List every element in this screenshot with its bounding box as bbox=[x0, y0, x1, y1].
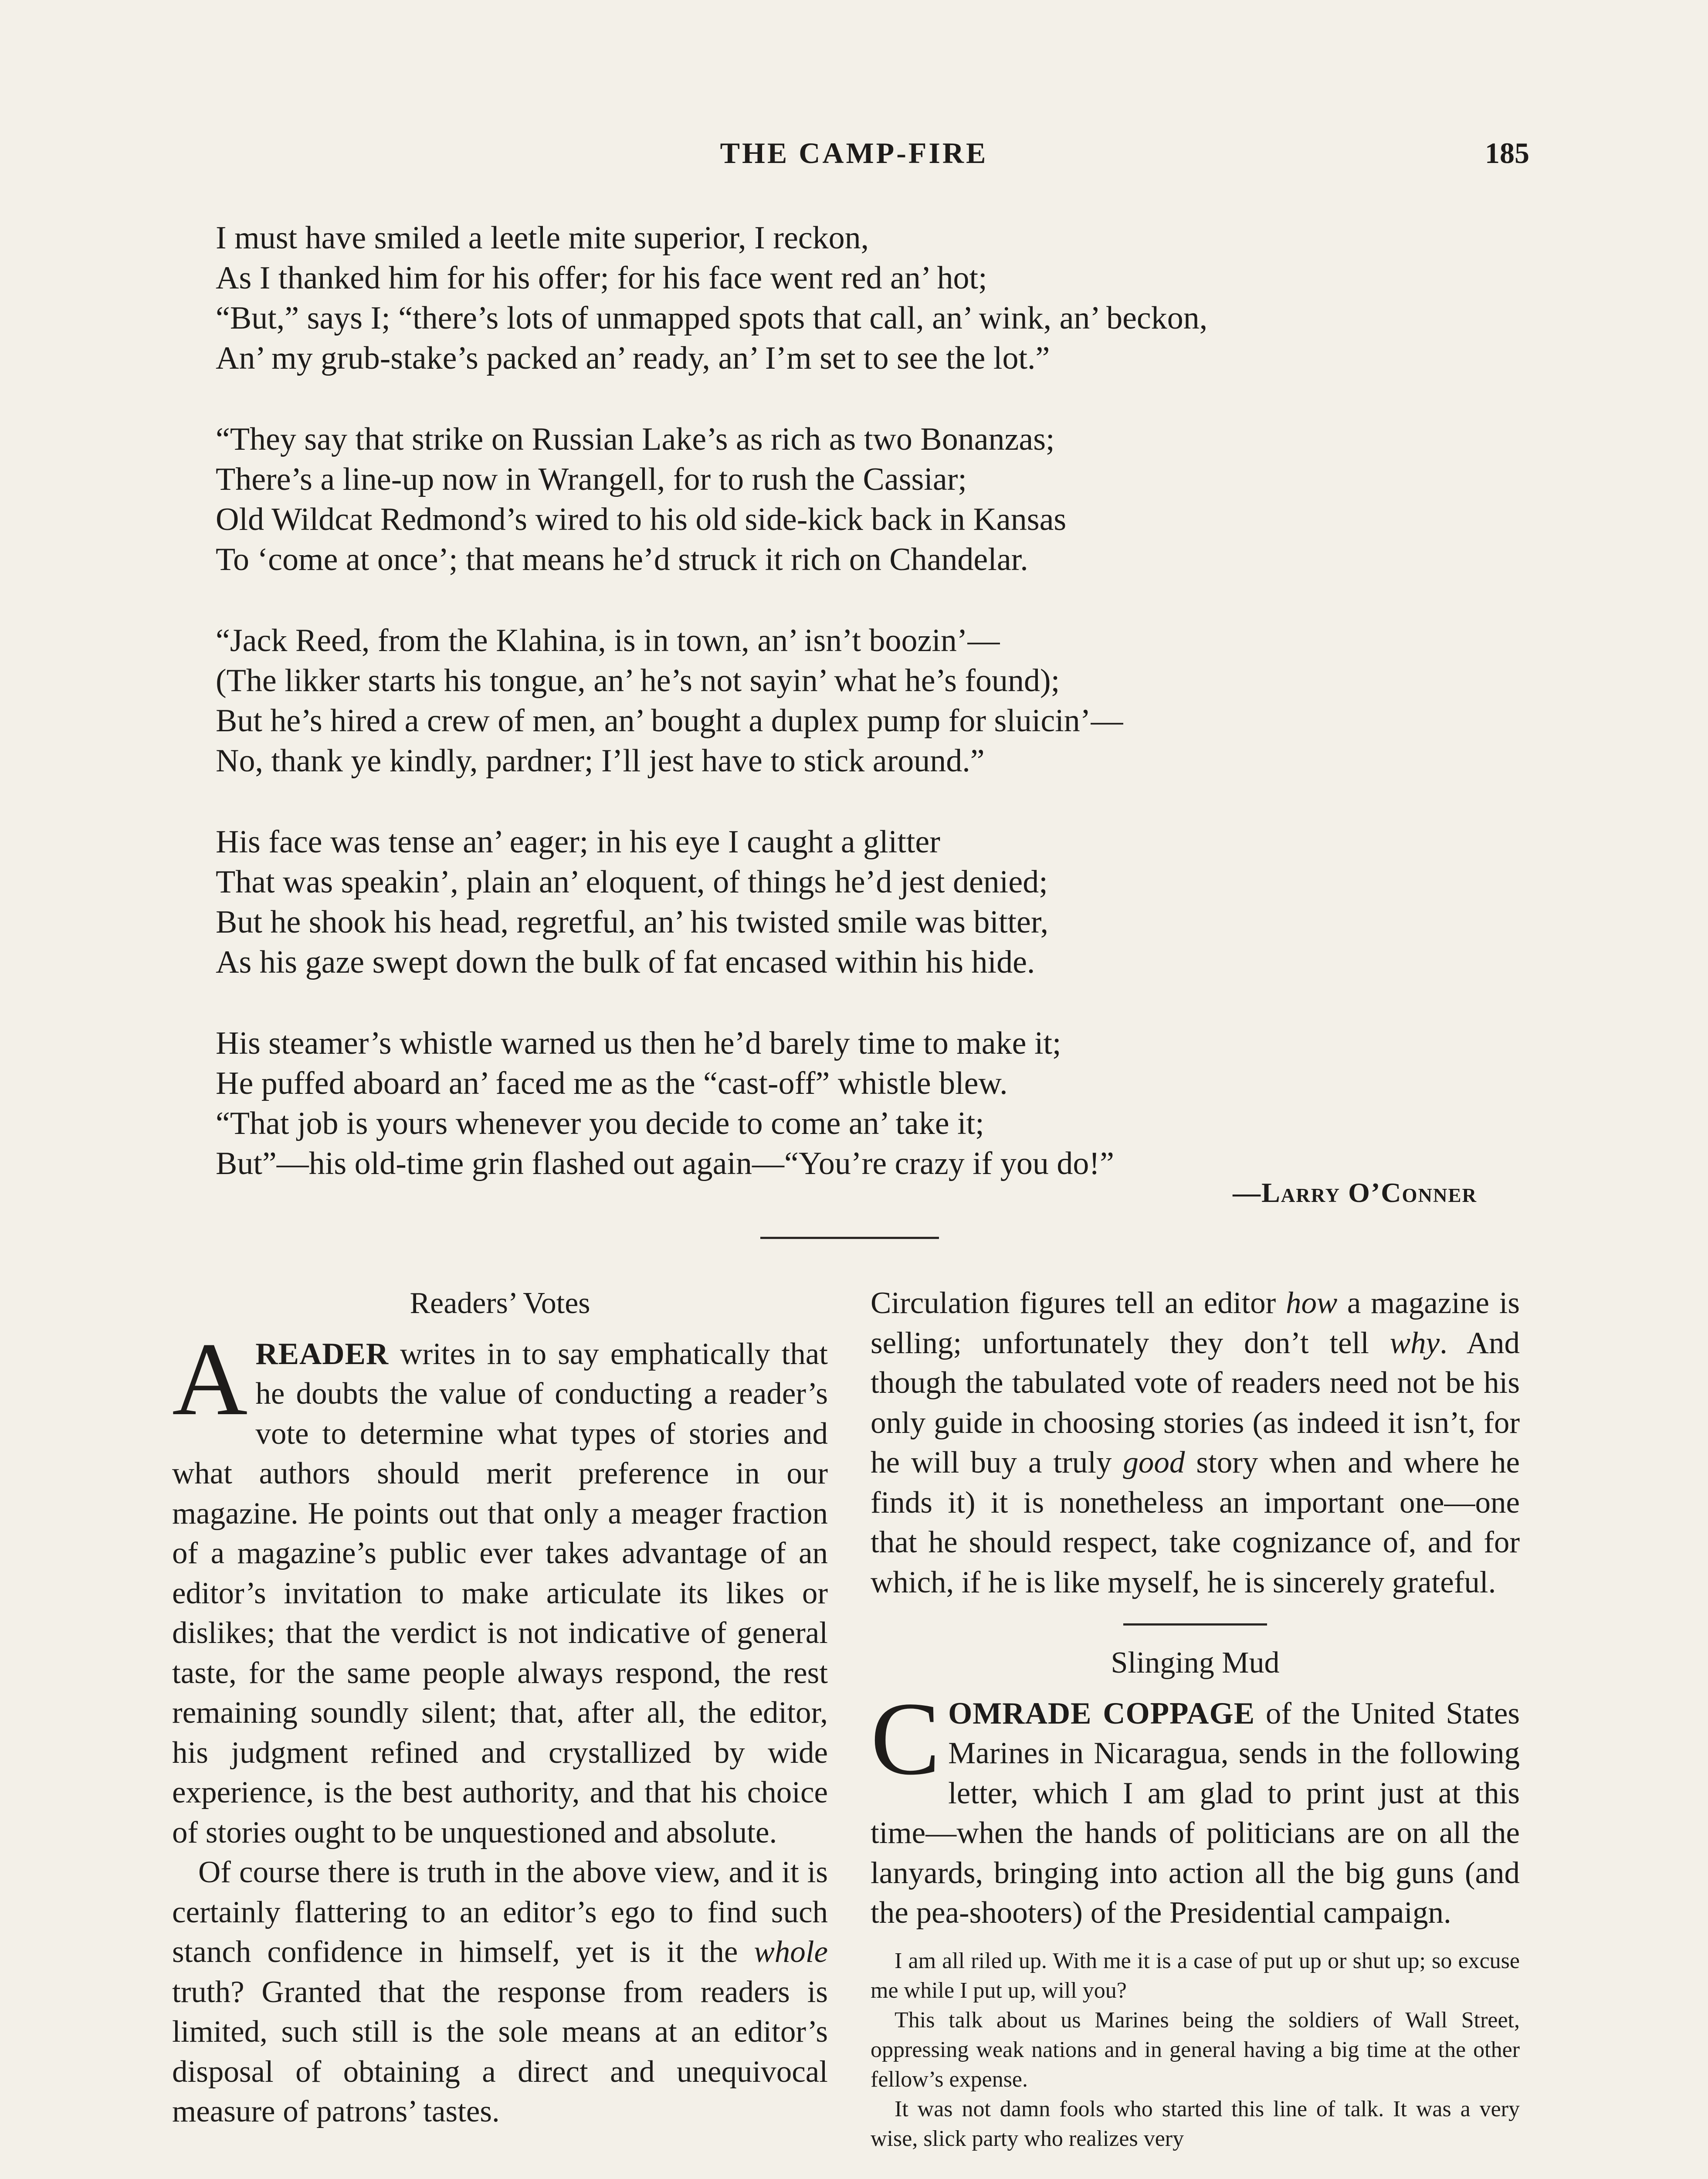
poem-line: Old Wildcat Redmond’s wired to his old side-kick back in Kansas bbox=[216, 502, 1067, 537]
slinging-mud-title: Slinging Mud bbox=[1111, 1646, 1280, 1680]
letter-paragraph: It was not damn fools who started this line of talk. It was a very wise, slick party who realizes very bbox=[871, 2096, 1520, 2151]
poem-stanza bbox=[216, 419, 1505, 580]
paragraph-text: Of course there is truth in the above view, and it is certainly flattering to an editor’s ego to find such stanch confidence in himself, yet is it the bbox=[172, 1855, 828, 1969]
lead-in: READER bbox=[255, 1337, 389, 1371]
poem bbox=[216, 218, 1505, 1225]
poem-stanza bbox=[216, 1023, 1505, 1184]
right-column bbox=[871, 1283, 1520, 2154]
readers-votes-paragraph bbox=[172, 1320, 828, 1853]
poem-line: He puffed aboard an’ faced me as the “cast-off” whistle blew. bbox=[216, 1066, 1008, 1101]
letter-paragraph: I am all riled up. With me it is a case of put up or shut up; so excuse me while I put up, will you? bbox=[871, 1948, 1520, 2003]
drop-cap: C bbox=[871, 1680, 941, 1796]
poem-line: As I thanked him for his offer; for his face went red an’ hot; bbox=[216, 260, 987, 296]
poem-line: An’ my grub-stake’s packed an’ ready, an’ I’m set to see the lot.” bbox=[216, 340, 1050, 376]
running-header-title: THE CAMP-FIRE bbox=[720, 136, 988, 170]
paragraph-text: Circulation figures tell an editor bbox=[871, 1286, 1286, 1320]
poem-line: “That job is yours whenever you decide to come an’ take it; bbox=[216, 1106, 984, 1141]
slinging-mud-paragraph bbox=[871, 1680, 1520, 1933]
paragraph-text: of the United States Marines in Nicaragua, sends in the following letter, which I am glad to print just at this time—when the hands of politicians are on all the lanyards, bringing into action all the big guns (and the pea-shooters) of the Presidential campaign. bbox=[871, 1696, 1520, 1930]
poem-stanza bbox=[216, 218, 1505, 378]
poem-line: (The likker starts his tongue, an’ he’s not sayin’ what he’s found); bbox=[216, 663, 1060, 699]
page-number: 185 bbox=[1485, 136, 1529, 170]
paragraph-text: truth? Granted that the response from readers is limited, such still is the sole means at an editor’s disposal of obtaining a direct and unequivocal measure of patrons’ tastes. bbox=[172, 1975, 828, 2128]
section-divider bbox=[760, 1237, 939, 1239]
drop-cap: A bbox=[172, 1320, 248, 1437]
readers-votes-paragraph bbox=[871, 1283, 1520, 1602]
emphasis: whole bbox=[754, 1935, 828, 1969]
poem-line: “Jack Reed, from the Klahina, is in town, an’ isn’t boozin’— bbox=[216, 623, 1000, 658]
readers-votes-title: Readers’ Votes bbox=[410, 1286, 590, 1320]
poem-line: His face was tense an’ eager; in his eye I caught a glitter bbox=[216, 824, 940, 860]
lead-in: OMRADE COPPAGE bbox=[948, 1696, 1255, 1731]
section-divider bbox=[1123, 1623, 1267, 1626]
poem-line: But he shook his head, regretful, an’ his twisted smile was bitter, bbox=[216, 904, 1049, 940]
paragraph-text: a magazine is selling; unfortunately they don’t tell bbox=[871, 1286, 1520, 1360]
emphasis: good bbox=[1123, 1446, 1185, 1480]
poem-line: I must have smiled a leetle mite superior, I reckon, bbox=[216, 220, 869, 256]
poem-line: “But,” says I; “there’s lots of unmapped spots that call, an’ wink, an’ beckon, bbox=[216, 300, 1208, 336]
paragraph-text: writes in to say emphatically that he doubts the value of conducting a reader’s vote to determine what types of stories and what authors should merit preference in our magazine. He points out that only a meager fraction of a magazine’s public ever takes advantage of an editor’s invitation to make articulate its likes or dislikes; that the verdict is not indicative of general taste, for the same people always respond, the rest remaining soundly silent; that, after all, the editor, his judgment refined and crystallized by wide experience, is the best authority, and that his choice of stories ought to be unquestioned and absolute. bbox=[172, 1337, 828, 1850]
poem-line: There’s a line-up now in Wrangell, for to rush the Cassiar; bbox=[216, 462, 967, 497]
poem-line: That was speakin’, plain an’ eloquent, of things he’d jest denied; bbox=[216, 864, 1048, 900]
poem-stanza bbox=[216, 822, 1505, 982]
poem-line: His steamer’s whistle warned us then he’d barely time to make it; bbox=[216, 1025, 1061, 1061]
poem-line: But he’s hired a crew of men, an’ bought a duplex pump for sluicin’— bbox=[216, 703, 1123, 739]
poem-stanza bbox=[216, 621, 1505, 781]
paragraph-text: . And though the tabulated vote of readers need not be his only guide in choosing stories (as indeed it isn’t, for he will buy a truly bbox=[871, 1326, 1520, 1480]
readers-votes-column bbox=[172, 1283, 828, 2132]
poem-line: “They say that strike on Russian Lake’s as rich as two Bonanzas; bbox=[216, 421, 1055, 457]
poem-line: But”—his old-time grin flashed out again—“You’re crazy if you do!” bbox=[216, 1146, 1114, 1181]
poem-signature: —Larry O’Conner bbox=[1233, 1177, 1477, 1208]
reader-letter bbox=[871, 1946, 1520, 2154]
letter-paragraph: This talk about us Marines being the soldiers of Wall Street, oppressing weak nations and in general having a big time at the other fellow’s expense. bbox=[871, 2007, 1520, 2092]
paragraph-text: story when and where he finds it) it is nonetheless an important one—one that he should respect, take cognizance of, and for which, if he is like myself, he is sincerely grateful. bbox=[871, 1446, 1520, 1599]
emphasis: why bbox=[1389, 1326, 1440, 1360]
readers-votes-paragraph bbox=[172, 1853, 828, 2132]
poem-line: To ‘come at once’; that means he’d struck it rich on Chandelar. bbox=[216, 542, 1028, 577]
poem-line: No, thank ye kindly, pardner; I’ll jest have to stick around.” bbox=[216, 743, 985, 779]
poem-line: As his gaze swept down the bulk of fat encased within his hide. bbox=[216, 944, 1035, 980]
emphasis: how bbox=[1285, 1286, 1338, 1320]
